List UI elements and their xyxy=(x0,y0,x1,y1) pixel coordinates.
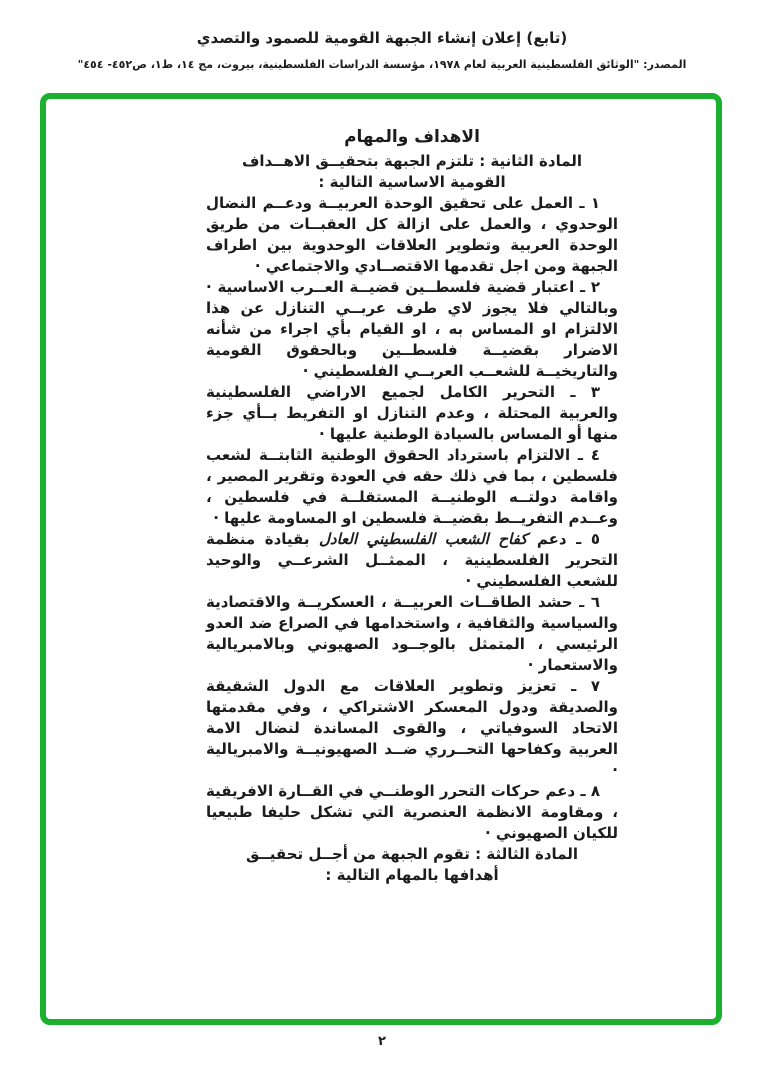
source-citation: المصدر: "الوثائق الفلسطينية العربية لعام ١٩٧٨، مؤسسة الدراسات الفلسطينية، بيروت، مج ١٤، ط١، ص٤٥٢- ٤٥٤" xyxy=(77,58,687,71)
article-3-line-2: أهدافها بالمهام التالية : xyxy=(325,866,499,884)
clause-5-prefix: ٥ ـ دعم xyxy=(527,530,600,548)
clause-1: ١ ـ العمل على تحقيق الوحدة العربيــة ودعــم النضال الوحدوي ، والعمل على ازالة كل العقبــات من طريق الوحدة العربية وتطوير العلاقات الوحدوية بين اطراف الجبهة ومن اجل تقدمها الاقتصــادي والاجتماعي · xyxy=(206,194,618,275)
clause-5 xyxy=(206,529,618,592)
clause-3: ٣ ـ التحرير الكامل لجميع الاراضي الفلسطينية والعربية المحتلة ، وعدم التنازل او التفريط بــأي جزء منها أو المساس بالسيادة الوطنية عليها · xyxy=(206,383,618,443)
clause-7: ٧ ـ تعزيز وتطوير العلاقات مع الدول الشقيقة والصديقة ودول المعسكر الاشتراكي ، وفي مقدمتها الاتحاد السوفياتي ، والقوى المساندة لنضال الامة العربية وكفاحها التحــرري ضــد الصهيونيــة والامبريالية · xyxy=(206,677,618,779)
article-2-line-2: القومية الاساسية التالية : xyxy=(318,173,506,191)
section-heading: الاهداف والمهام xyxy=(344,127,480,147)
document-body xyxy=(206,127,618,886)
clause-5-suffix: بقيادة منظمة التحرير الفلسطينية ، الممثــل الشرعــي والوحيد للشعب الفلسطيني · xyxy=(206,530,618,590)
clause-8: ٨ ـ دعم حركات التحرر الوطنــي في القــارة الافريقية ، ومقاومة الانظمة العنصرية التي تشكل حليفا طبيعيا للكيان الصهيوني · xyxy=(206,782,618,842)
clause-6: ٦ ـ حشد الطاقــات العربيــة ، العسكريــة والاقتصادية والسياسية والثقافية ، واستخدامها في الصراع ضد العدو الرئيسي ، المتمثل بالوجــود الصهيوني وبالامبريالية والاستعمار · xyxy=(206,593,618,674)
clause-4: ٤ ـ الالتزام باسترداد الحقوق الوطنية الثابتــة لشعب فلسطين ، بما في ذلك حقه في العودة وتقرير المصير ، واقامة دولتــه الوطنيــة المستقلــة في فلسطين ، وعــدم التفريــط بقضيــة فلسطين او المساومة عليها · xyxy=(206,446,618,527)
page-number: ٢ xyxy=(378,1034,386,1049)
document-title: (تابع) إعلان إنشاء الجبهة القومية للصمود والتصدي xyxy=(196,29,568,47)
clause-2: ٢ ـ اعتبار قضية فلسطــين قضيــة العــرب الاساسية · وبالتالي فلا يجوز لاي طرف عربــي التنازل عن هذا الالتزام او المساس به ، او القيام بأي اجراء من شأنه الاضرار بقضيــة فلسطــين وبالحقوق القومية والتاريخيــة للشعــب العربــي الفلسطيني · xyxy=(206,278,618,380)
article-3-line-1: المادة الثالثة : تقوم الجبهة من أجــل تحقيــق xyxy=(246,845,578,863)
clause-5-italic-phrase: كفاح الشعب الفلسطيني العادل xyxy=(319,530,528,548)
article-2-line-1: المادة الثانية : تلتزم الجبهة بتحقيــق الاهــداف xyxy=(241,152,583,170)
